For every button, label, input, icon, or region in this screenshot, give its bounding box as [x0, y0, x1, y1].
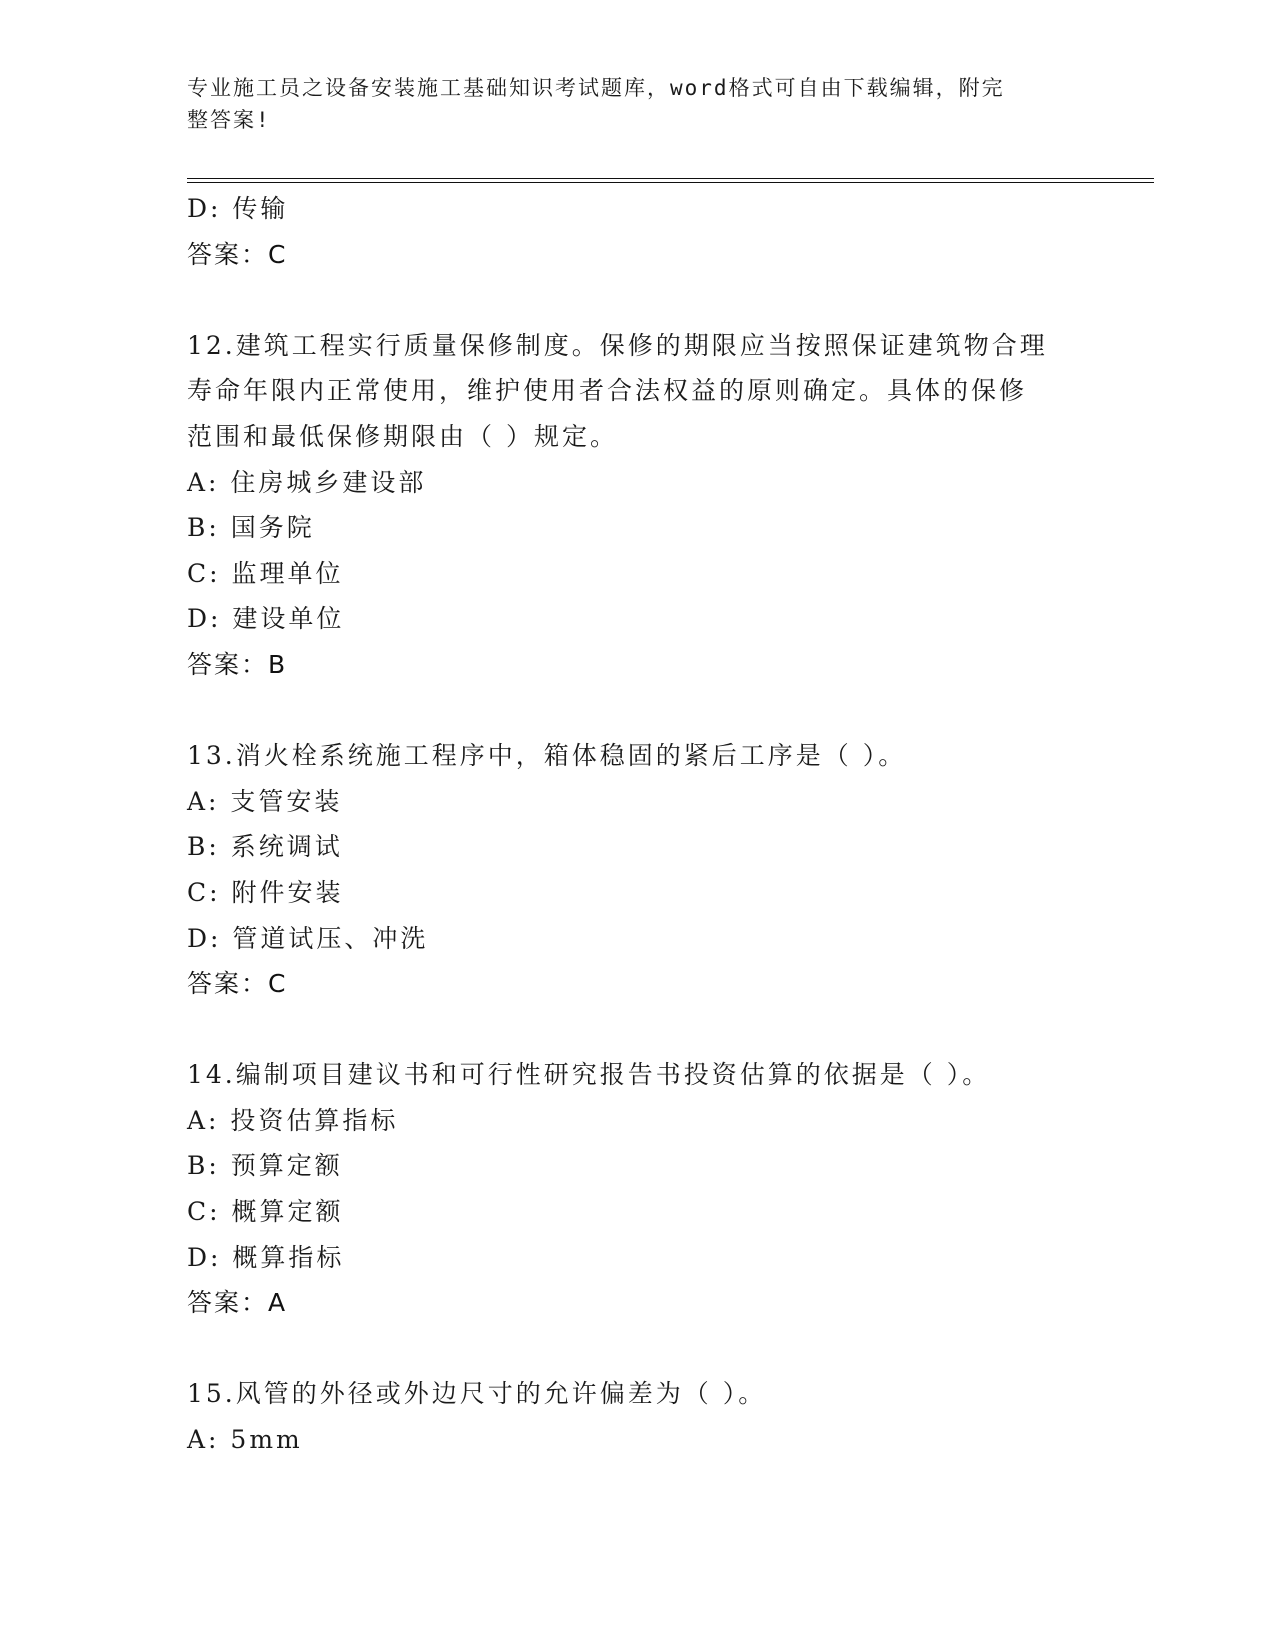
option-d: D: 概算指标	[187, 1242, 345, 1272]
question-14	[187, 1052, 1087, 1326]
header-line-2: 整答案!	[187, 108, 271, 132]
header-divider-bottom	[187, 182, 1154, 183]
spacer	[187, 1007, 1087, 1053]
question-text-line: 12.建筑工程实行质量保修制度。保修的期限应当按照保证建筑物合理	[187, 330, 1048, 360]
option-c: C: 附件安装	[187, 877, 344, 907]
question-13	[187, 733, 1087, 1007]
answer: 答案：B	[187, 649, 288, 679]
option-c: C: 监理单位	[187, 558, 344, 588]
option-b: B: 国务院	[187, 513, 315, 543]
option-a: A: 住房城乡建设部	[187, 467, 427, 497]
option-d: D: 建设单位	[187, 604, 345, 634]
header-divider-top	[187, 178, 1154, 179]
option-c: C: 概算定额	[187, 1197, 344, 1227]
answer: 答案：A	[187, 1288, 288, 1318]
prev-question-answer: 答案：C	[187, 239, 288, 269]
option-a: A: 投资估算指标	[187, 1105, 399, 1135]
spacer	[187, 1326, 1087, 1372]
document-body	[187, 186, 1087, 1463]
question-text-line: 范围和最低保修期限由（ ）规定。	[187, 421, 618, 451]
question-15	[187, 1371, 1087, 1462]
question-12	[187, 323, 1087, 688]
question-text-line: 13.消火栓系统施工程序中，箱体稳固的紧后工序是（ ）。	[187, 741, 907, 771]
option-a: A: 5mm	[187, 1425, 303, 1455]
spacer	[187, 277, 1087, 323]
header-line-1: 专业施工员之设备安装施工基础知识考试题库，word格式可自由下载编辑，附完	[187, 76, 1005, 100]
prev-question-option-d: D: 传输	[187, 194, 289, 223]
option-b: B: 预算定额	[187, 1151, 343, 1181]
option-a: A: 支管安装	[187, 786, 343, 816]
document-header	[187, 72, 1067, 136]
question-text-line: 寿命年限内正常使用，维护使用者合法权益的原则确定。具体的保修	[187, 376, 1028, 406]
spacer	[187, 688, 1087, 734]
option-b: B: 系统调试	[187, 832, 343, 862]
option-d: D: 管道试压、冲洗	[187, 923, 429, 953]
question-text-line: 15.风管的外径或外边尺寸的允许偏差为（ ）。	[187, 1379, 767, 1409]
answer: 答案：C	[187, 969, 288, 999]
question-text-line: 14.编制项目建议书和可行性研究报告书投资估算的依据是（ ）。	[187, 1060, 991, 1090]
